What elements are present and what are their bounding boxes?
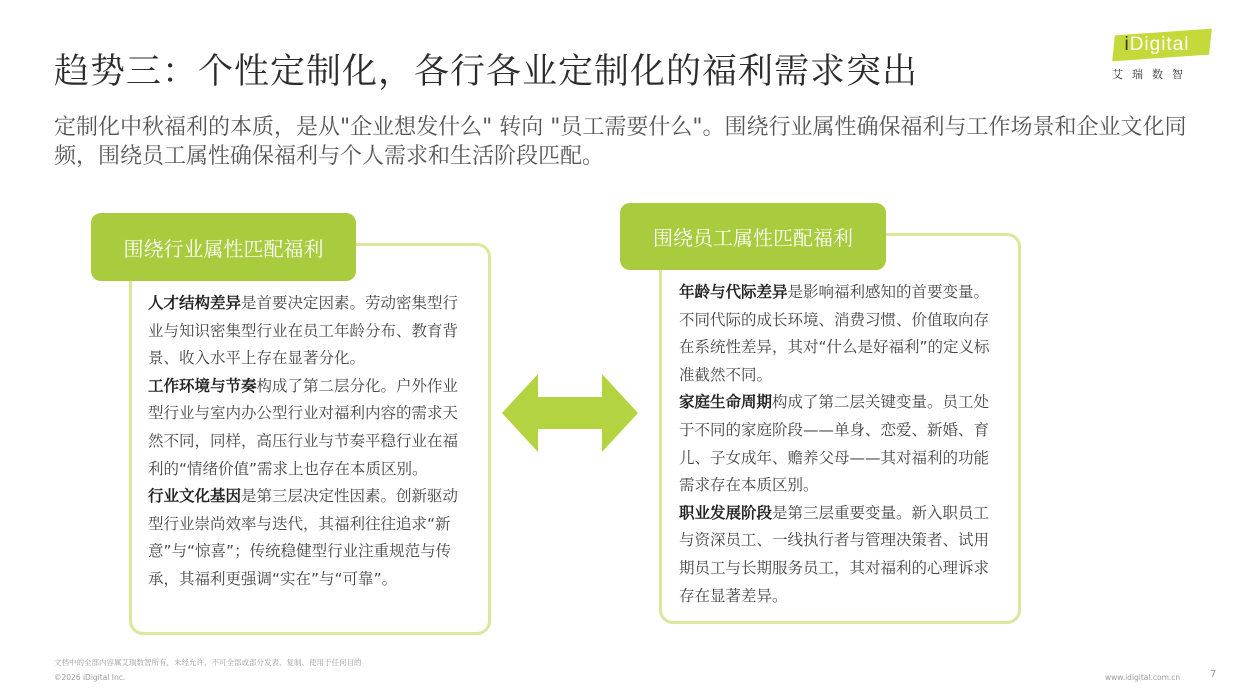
- footer-url: www.idigital.com.cn: [1105, 673, 1181, 682]
- logo-main: Digital: [1129, 34, 1190, 55]
- page-number: 7: [1210, 669, 1217, 680]
- item-bold: 职业发展阶段: [679, 503, 773, 522]
- footer-note: 文档中的全部内容属艾瑞数智所有，未经允许，不可全部或部分发表、复制、使用于任何目的: [54, 658, 362, 667]
- employee-attribute-heading: 围绕员工属性匹配福利: [620, 203, 886, 270]
- item-bold: 年龄与代际差异: [679, 283, 788, 301]
- list-item: [148, 373, 466, 483]
- industry-attribute-heading: 围绕行业属性匹配福利: [91, 213, 356, 281]
- logo-chinese: 艾瑞数智: [1112, 68, 1192, 81]
- item-bold: 人才结构差异: [148, 294, 242, 312]
- list-item: [679, 279, 997, 389]
- industry-attribute-text: [148, 290, 466, 594]
- item-text: 构成了第二层关键变量。员工处于不同的家庭阶段——单身、恋爱、新婚、育儿、子女成年、赡养父母——其对福利的功能需求存在本质区别。: [679, 393, 990, 495]
- item-bold: 行业文化基因: [148, 487, 242, 506]
- footer-copyright: ©2026 iDigital Inc.: [54, 673, 126, 682]
- double-arrow-icon: [502, 374, 638, 452]
- page-title: 趋势三：个性定制化，各行各业定制化的福利需求突出: [54, 52, 919, 92]
- list-item: [148, 290, 466, 373]
- idigital-logo: [1104, 28, 1214, 84]
- page-subtitle: 定制化中秋福利的本质，是从"企业想发什么" 转向 "员工需要什么"。围绕行业属性确保福利与工作场景和企业文化同频，围绕员工属性确保福利与个人需求和生活阶段匹配。: [54, 115, 1187, 169]
- list-item: [148, 483, 466, 593]
- item-text: 是影响福利感知的首要变量。不同代际的成长环境、消费习惯、价值取向存在系统性差异，其对“什么是好福利”的定义标准截然不同。: [679, 283, 990, 384]
- item-bold: 工作环境与节奏: [148, 376, 257, 395]
- item-text: 构成了第二层分化。户外作业型行业与室内办公型行业对福利内容的需求天然不同，同样，高压行业与节奏平稳行业在福利的“情绪价值”需求上也存在本质区别。: [148, 376, 459, 478]
- item-bold: 家庭生命周期: [679, 393, 773, 412]
- employee-attribute-text: [679, 279, 997, 610]
- logo-wordmark: [1104, 34, 1210, 56]
- item-text: 是第三层决定性因素。创新驱动型行业崇尚效率与迭代，其福利往往追求“新意”与“惊喜”；传统稳健型行业注重规范与传承，其福利更强调“实在”与“可靠”。: [148, 487, 459, 588]
- item-text: 是首要决定因素。劳动密集型行业与知识密集型行业在员工年龄分布、教育背景、收入水平上存在显著分化。: [148, 294, 459, 368]
- list-item: [679, 389, 997, 499]
- item-text: 是第三层重要变量。新入职员工与资深员工、一线执行者与管理决策者、试用期员工与长期服务员工，其对福利的心理诉求存在显著差异。: [679, 503, 990, 605]
- list-item: [679, 500, 997, 610]
- logo-i: i: [1124, 34, 1130, 55]
